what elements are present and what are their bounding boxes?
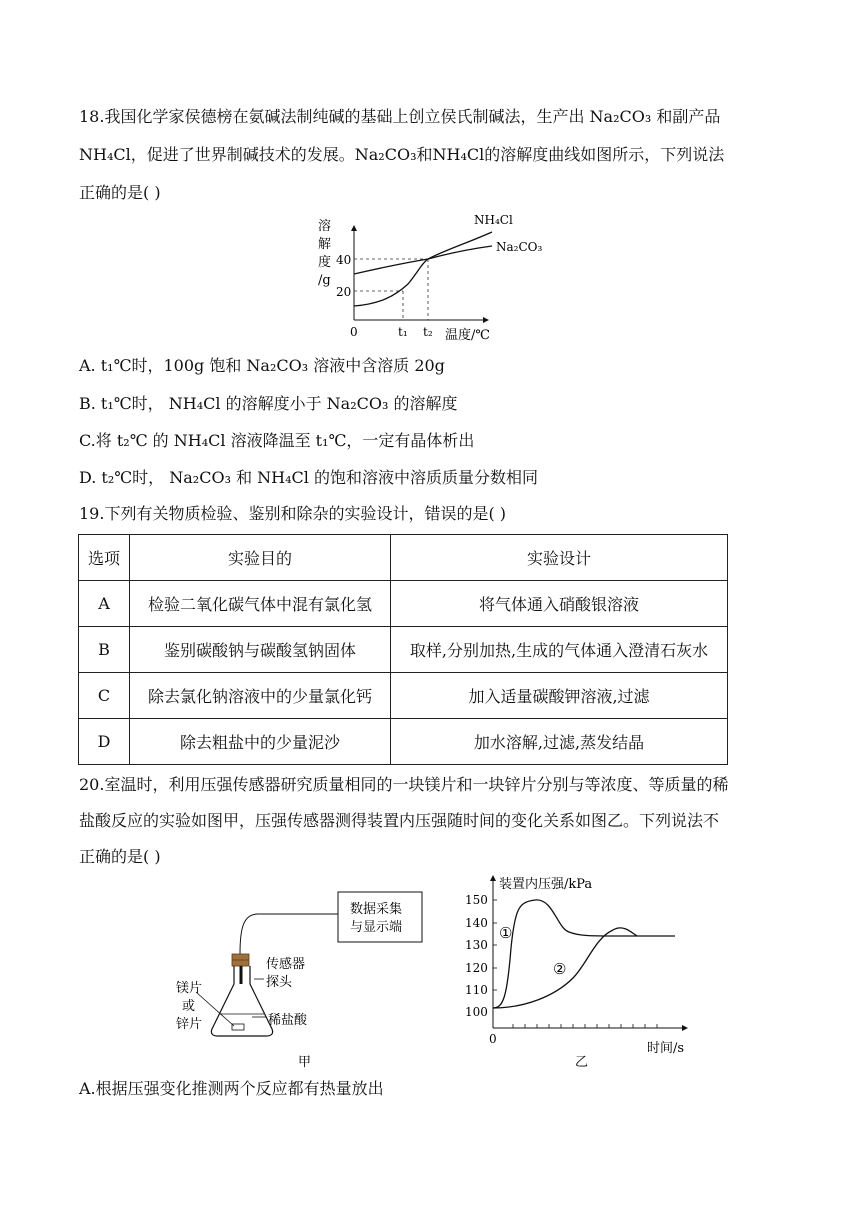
na2co3-label: Na₂CO₃ (496, 240, 543, 254)
y-axis-title: 装置内压强/kPa (499, 877, 593, 892)
y-tick: 100 (465, 1005, 488, 1019)
q18-stem-line2: NH₄Cl，促进了世界制碱技术的发展。Na₂CO₃和NH₄Cl的溶解度曲线如图所示，下列说法 (79, 145, 725, 164)
y-tick-20: 20 (336, 285, 352, 299)
y-label-1: 溶 (318, 219, 332, 234)
curve-label-2: ② (553, 960, 567, 978)
y-tick: 150 (465, 893, 488, 907)
y-tick: 110 (465, 983, 488, 997)
caption-yi: 乙 (575, 1055, 589, 1070)
q18-stem-line3: 正确的是( ) (79, 183, 161, 202)
metal-label-1: 镁片 (176, 981, 203, 996)
header-design: 实验设计 (391, 535, 728, 581)
metal-piece (232, 1024, 244, 1030)
x-tick-t2: t₂ (423, 325, 433, 339)
origin-label: 0 (489, 1032, 497, 1046)
header-purpose: 实验目的 (130, 535, 391, 581)
q19-stem: 19.下列有关物质检验、鉴别和除杂的实验设计，错误的是( ) (79, 504, 507, 523)
q20-stem-line2: 盐酸反应的实验如图甲，压强传感器测得装置内压强随时间的变化关系如图乙。下列说法不 (79, 811, 720, 830)
caption-jia: 甲 (298, 1055, 312, 1070)
na2co3-curve (354, 246, 492, 274)
q20-option-a: A.根据压强变化推测两个反应都有热量放出 (79, 1079, 384, 1098)
row-b-purpose: 鉴别碳酸钠与碳酸氢钠固体 (130, 627, 391, 673)
q18-option-d: D. t₂℃时， Na₂CO₃ 和 NH₄Cl 的饱和溶液中溶质质量分数相同 (79, 468, 538, 487)
q18-option-b: B. t₁℃时， NH₄Cl 的溶解度小于 Na₂CO₃ 的溶解度 (79, 394, 458, 413)
table-row (79, 627, 728, 673)
q18-option-c: C.将 t₂℃ 的 NH₄Cl 溶液降温至 t₁℃，一定有晶体析出 (79, 431, 475, 450)
origin-label: 0 (350, 325, 358, 339)
row-a-design: 将气体通入硝酸银溶液 (391, 581, 728, 627)
row-d-purpose: 除去粗盐中的少量泥沙 (130, 719, 391, 765)
q20-stem-line3: 正确的是( ) (79, 847, 161, 866)
row-a-option: A (79, 581, 130, 627)
y-label-3: 度 (318, 255, 332, 270)
curve-mg (493, 900, 675, 1008)
table-header-row (79, 535, 728, 581)
x-tick-t1: t₁ (398, 325, 408, 339)
y-tick: 120 (465, 961, 488, 975)
nh4cl-label: NH₄Cl (474, 213, 513, 227)
y-tick-40: 40 (336, 253, 352, 267)
sensor-label-1: 传感器 (266, 957, 306, 972)
box-text-2: 与显示端 (350, 920, 403, 935)
row-d-design: 加水溶解,过滤,蒸发结晶 (391, 719, 728, 765)
metal-label-2: 或 (182, 999, 196, 1014)
row-c-design: 加入适量碳酸钾溶液,过滤 (391, 673, 728, 719)
row-c-purpose: 除去氯化钠溶液中的少量氯化钙 (130, 673, 391, 719)
box-text-1: 数据采集 (350, 902, 403, 917)
header-option: 选项 (79, 535, 130, 581)
apparatus-figure (168, 884, 438, 1074)
row-a-purpose: 检验二氧化碳气体中混有氯化氢 (130, 581, 391, 627)
table-row (79, 581, 728, 627)
sensor-cable (240, 914, 338, 954)
curve-label-1: ① (499, 924, 513, 942)
sensor-label-2: 探头 (266, 975, 293, 990)
y-ticks (465, 893, 488, 1019)
y-label-2: 解 (318, 237, 332, 252)
pressure-chart (455, 868, 705, 1074)
row-b-design: 取样,分别加热,生成的气体通入澄清石灰水 (391, 627, 728, 673)
y-label-4: /g (318, 273, 331, 288)
x-axis-label: 温度/℃ (445, 328, 490, 343)
q19-table (78, 534, 728, 765)
row-b-option: B (79, 627, 130, 673)
row-d-option: D (79, 719, 130, 765)
table-row (79, 719, 728, 765)
q18-stem-line1: 18.我国化学家侯德榜在氨碱法制纯碱的基础上创立侯氏制碱法，生产出 Na₂CO₃ 和副产品 (79, 107, 721, 126)
y-tick: 140 (465, 916, 488, 930)
row-c-option: C (79, 673, 130, 719)
y-tick: 130 (465, 938, 488, 952)
x-axis-title: 时间/s (647, 1041, 685, 1056)
table-row (79, 673, 728, 719)
q20-stem-line1: 20.室温时，利用压强传感器研究质量相同的一块镁片和一块锌片分别与等浓度、等质量的稀 (79, 775, 729, 794)
solubility-chart (310, 208, 560, 348)
q18-option-a: A. t₁℃时，100g 饱和 Na₂CO₃ 溶液中含溶质 20g (79, 356, 445, 375)
metal-label-3: 锌片 (176, 1017, 203, 1032)
acid-label: 稀盐酸 (268, 1013, 308, 1028)
